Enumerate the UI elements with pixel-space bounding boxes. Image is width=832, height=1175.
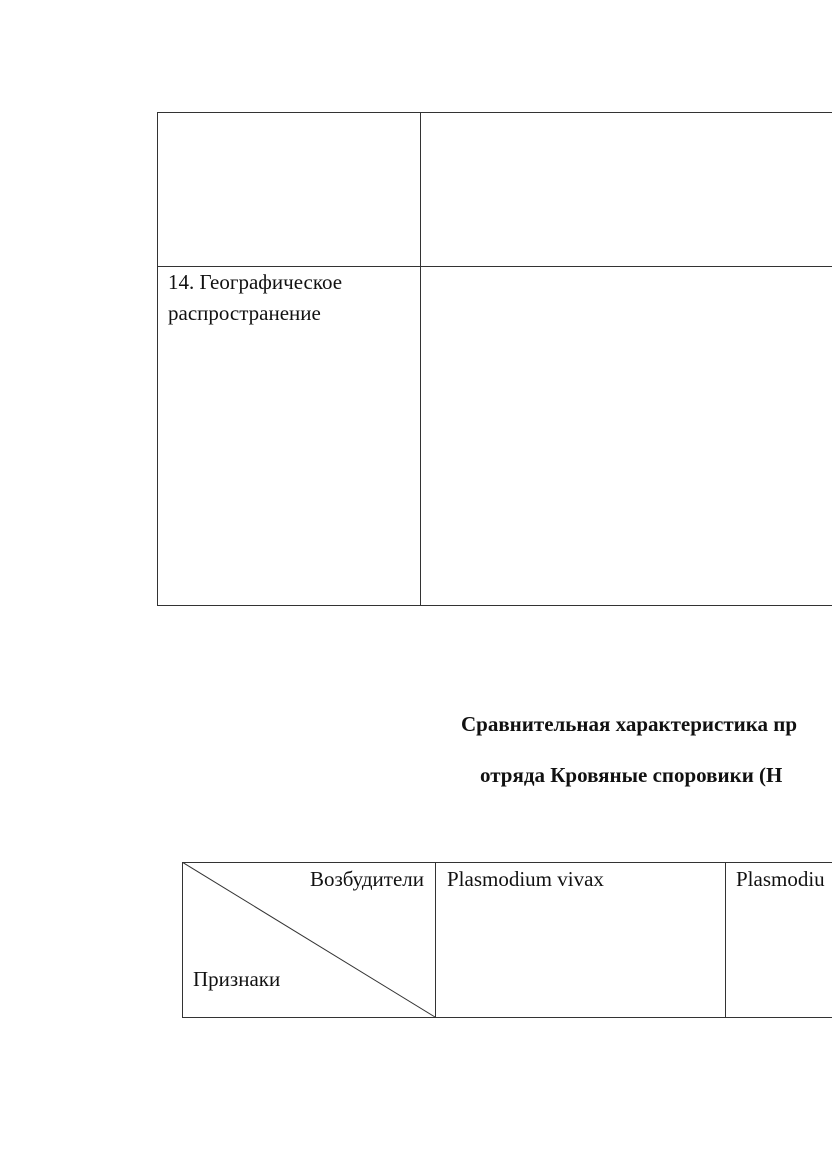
section-heading-line-2: отряда Кровяные споровики (H	[480, 763, 783, 787]
corner-header-top: Возбудители	[309, 867, 424, 891]
table-border	[420, 112, 421, 606]
row-label-line-2: распространение	[168, 301, 321, 325]
table-border	[157, 605, 832, 606]
corner-header-bottom: Признаки	[193, 967, 281, 991]
column-header: Plasmodium vivax	[447, 867, 604, 891]
table-border	[725, 862, 726, 1018]
section-heading-line-1: Сравнительная характеристика пр	[461, 712, 798, 736]
row-label-line-1: 14. Географическое	[168, 270, 343, 294]
table-border	[157, 112, 832, 113]
table-border	[157, 112, 158, 606]
column-header: Plasmodiu	[736, 867, 825, 891]
